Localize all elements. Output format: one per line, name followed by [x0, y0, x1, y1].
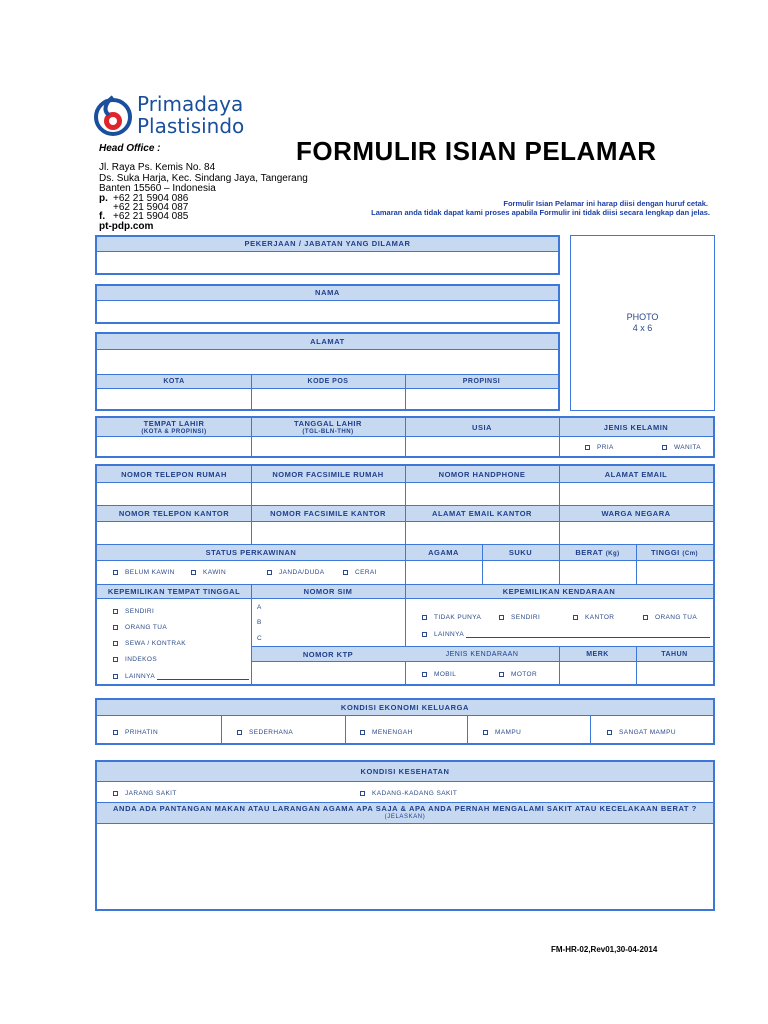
- diet-answer-field[interactable]: [97, 824, 713, 909]
- city-field[interactable]: [97, 390, 251, 409]
- residence-label: KEPEMILIKAN TEMPAT TINGGAL: [107, 587, 241, 596]
- checkbox-icon: [237, 730, 242, 735]
- office-phone-field[interactable]: [97, 522, 251, 544]
- economy-option-middle[interactable]: [360, 729, 413, 736]
- option-text: CERAI: [355, 569, 377, 576]
- form-title: FORMULIR ISIAN PELAMAR: [296, 136, 657, 166]
- checkbox-icon: [422, 672, 427, 677]
- economy-option-poor[interactable]: [113, 729, 158, 736]
- checkbox-icon: [113, 791, 118, 796]
- checkbox-icon: [422, 632, 427, 637]
- checkbox-icon: [499, 615, 504, 620]
- vehicle-type-car[interactable]: [422, 671, 456, 678]
- male-text: PRIA: [597, 444, 614, 451]
- address-field[interactable]: [97, 350, 558, 374]
- option-text: JARANG SAKIT: [125, 790, 177, 797]
- marital-option-married[interactable]: [191, 569, 226, 576]
- diet-question-header: [97, 803, 713, 824]
- option-text: MOTOR: [511, 671, 538, 678]
- sim-field[interactable]: [263, 600, 405, 646]
- birth-section: [95, 416, 715, 458]
- economy-section: [95, 698, 715, 745]
- marital-status-label: STATUS PERKAWINAN: [205, 548, 297, 557]
- diet-question-sub: (JELASKAN): [384, 814, 426, 820]
- marital-option-single[interactable]: [113, 569, 175, 576]
- office-email-label: ALAMAT EMAIL KANTOR: [432, 509, 532, 518]
- vehicle-label: KEPEMILIKAN KENDARAAN: [502, 587, 616, 596]
- economy-header: KONDISI EKONOMI KELUARGA: [97, 700, 713, 716]
- office-email-field[interactable]: [406, 522, 559, 544]
- handphone-label: NOMOR HANDPHONE: [438, 470, 526, 479]
- residence-option-other[interactable]: [113, 672, 249, 680]
- brand-field[interactable]: [560, 663, 636, 684]
- checkbox-icon: [360, 791, 365, 796]
- checkbox-icon: [585, 445, 590, 450]
- citizenship-field[interactable]: [560, 522, 713, 544]
- phone-2: +62 21 5904 087: [113, 202, 189, 213]
- marital-option-widowed[interactable]: [267, 569, 325, 576]
- option-text: ORANG TUA: [125, 624, 168, 631]
- checkbox-icon: [483, 730, 488, 735]
- address-header: ALAMAT: [97, 334, 558, 350]
- gender-female-option[interactable]: [662, 444, 701, 451]
- photo-box[interactable]: [570, 235, 715, 411]
- marital-option-divorced[interactable]: [343, 569, 377, 576]
- checkbox-icon: [191, 570, 196, 575]
- health-option-rarely-sick[interactable]: [113, 790, 177, 797]
- checkbox-icon: [113, 570, 118, 575]
- office-phone-label: NOMOR TELEPON KANTOR: [118, 509, 230, 518]
- economy-option-wealthy[interactable]: [483, 729, 521, 736]
- vehicle-option-other[interactable]: [422, 630, 710, 638]
- address-section: [95, 332, 560, 411]
- other-line: [466, 630, 710, 638]
- province-field[interactable]: [406, 390, 558, 409]
- office-fax-field[interactable]: [252, 522, 405, 544]
- checkbox-icon: [113, 625, 118, 630]
- option-text: SANGAT MAMPU: [619, 729, 676, 736]
- province-label: PROPINSI: [462, 378, 501, 385]
- checkbox-icon: [267, 570, 272, 575]
- vehicle-option-parents[interactable]: [643, 614, 697, 621]
- ktp-label: NOMOR KTP: [302, 650, 354, 659]
- checkbox-icon: [113, 674, 118, 679]
- option-text: MAMPU: [495, 729, 522, 736]
- residence-option-own[interactable]: [113, 608, 154, 615]
- residence-option-rent[interactable]: [113, 640, 186, 647]
- company-name-line1: Primadaya: [137, 92, 244, 116]
- sim-label: NOMOR SIM: [303, 587, 353, 596]
- sim-row-c: C: [257, 635, 262, 642]
- option-text: LAINNYA: [125, 672, 156, 680]
- vehicle-option-none[interactable]: [422, 614, 481, 621]
- company-logo: [93, 91, 261, 139]
- home-fax-field[interactable]: [252, 483, 405, 505]
- weight-field[interactable]: [560, 561, 636, 584]
- postcode-field[interactable]: [252, 390, 405, 409]
- email-field[interactable]: [560, 483, 713, 505]
- brand-label: MERK: [586, 651, 609, 658]
- age-label: USIA: [472, 423, 492, 432]
- option-text: KANTOR: [585, 614, 615, 621]
- option-text: LAINNYA: [434, 630, 465, 638]
- name-field[interactable]: [97, 301, 558, 322]
- health-header: KONDISI KESEHATAN: [97, 762, 713, 782]
- option-text: PRIHATIN: [125, 729, 159, 736]
- checkbox-icon: [573, 615, 578, 620]
- name-header: NAMA: [97, 286, 558, 301]
- checkbox-icon: [113, 641, 118, 646]
- fax-number: +62 21 5904 085: [113, 211, 189, 222]
- vehicle-type-motor[interactable]: [499, 671, 537, 678]
- option-text: KADANG-KADANG SAKIT: [372, 790, 458, 797]
- handphone-field[interactable]: [406, 483, 559, 505]
- vehicle-option-office[interactable]: [573, 614, 614, 621]
- height-text: TINGGI: [650, 548, 680, 557]
- option-text: INDEKOS: [125, 656, 158, 663]
- form-code: FM-HR-02,Rev01,30-04-2014: [551, 945, 658, 954]
- ethnicity-field[interactable]: [483, 561, 559, 584]
- home-fax-label: NOMOR FACSIMILE RUMAH: [272, 470, 384, 479]
- other-line: [157, 672, 249, 680]
- ethnicity-label: SUKU: [508, 548, 533, 557]
- option-text: SEDERHANA: [249, 729, 294, 736]
- checkbox-icon: [643, 615, 648, 620]
- checkbox-icon: [499, 672, 504, 677]
- home-phone-field[interactable]: [97, 483, 251, 505]
- option-text: MOBIL: [434, 671, 457, 678]
- economy-option-modest[interactable]: [237, 729, 293, 736]
- ktp-field[interactable]: [252, 663, 405, 684]
- option-text: MENENGAH: [372, 729, 413, 736]
- position-header: PEKERJAAN / JABATAN YANG DILAMAR: [97, 237, 558, 252]
- birth-place-sub: (KOTA & PROPINSI): [141, 429, 207, 435]
- height-unit: (Cm): [682, 551, 699, 557]
- year-label: TAHUN: [661, 651, 688, 658]
- office-fax-label: NOMOR FACSIMILE KANTOR: [270, 509, 386, 518]
- city-label: KOTA: [163, 378, 185, 385]
- religion-field[interactable]: [406, 561, 482, 584]
- diet-question-text: ANDA ADA PANTANGAN MAKAN ATAU LARANGAN AGAMA APA SAJA & APA ANDA PERNAH MENGALAMI SAKIT ATAU KECELAKAAN BERAT ?: [113, 804, 697, 813]
- height-label: [636, 544, 713, 561]
- health-section: [95, 760, 715, 911]
- weight-unit: (Kg): [605, 551, 620, 557]
- home-phone-label: NOMOR TELEPON RUMAH: [121, 470, 227, 479]
- checkbox-icon: [662, 445, 667, 450]
- position-section: [95, 235, 560, 275]
- weight-text: BERAT: [575, 548, 604, 557]
- option-text: BELUM KAWIN: [125, 569, 175, 576]
- form-note-1: Formulir Isian Pelamar ini harap diisi dengan huruf cetak.: [503, 199, 708, 208]
- residence-option-boarding[interactable]: [113, 656, 157, 663]
- head-office-label: Head Office :: [99, 143, 161, 154]
- option-text: KAWIN: [203, 569, 227, 576]
- health-option-sometimes-sick[interactable]: [360, 790, 457, 797]
- height-field[interactable]: [637, 561, 713, 584]
- option-text: JANDA/DUDA: [279, 569, 325, 576]
- checkbox-icon: [607, 730, 612, 735]
- company-name-line2: Plastisindo: [137, 114, 245, 138]
- year-field[interactable]: [637, 663, 713, 684]
- citizenship-label: WARGA NEGARA: [601, 509, 671, 518]
- checkbox-icon: [113, 657, 118, 662]
- option-text: TIDAK PUNYA: [434, 614, 482, 621]
- sim-row-a: A: [257, 604, 262, 611]
- gender-male-option[interactable]: [585, 444, 614, 451]
- weight-label: [559, 544, 636, 561]
- birth-date-text: TANGGAL LAHIR: [294, 419, 362, 428]
- birth-date-label: [251, 418, 405, 437]
- name-section: [95, 284, 560, 324]
- company-website: pt-pdp.com: [99, 221, 154, 232]
- position-field[interactable]: [97, 252, 558, 273]
- form-note-2: Lamaran anda tidak dapat kami proses apabila Formulir ini tidak diisi secara lengkap dan jelas.: [371, 208, 710, 217]
- photo-label: PHOTO: [626, 312, 659, 322]
- email-label: ALAMAT EMAIL: [604, 470, 668, 479]
- religion-label: AGAMA: [428, 548, 459, 557]
- phone-prefix: p.: [99, 193, 108, 204]
- residence-option-parents[interactable]: [113, 624, 167, 631]
- birth-date-sub: (TGL-BLN-THN): [302, 429, 354, 435]
- contact-section: [95, 464, 715, 686]
- checkbox-icon: [343, 570, 348, 575]
- checkbox-icon: [422, 615, 427, 620]
- option-text: SEWA / KONTRAK: [125, 640, 186, 647]
- economy-option-very-wealthy[interactable]: [607, 729, 676, 736]
- option-text: SENDIRI: [511, 614, 541, 621]
- checkbox-icon: [360, 730, 365, 735]
- sim-row-b: B: [257, 619, 262, 626]
- gender-label: JENIS KELAMIN: [603, 423, 669, 432]
- vehicle-type-label: JENIS KENDARAAN: [445, 651, 519, 658]
- vehicle-option-own[interactable]: [499, 614, 540, 621]
- phone-1: +62 21 5904 086: [113, 193, 189, 204]
- photo-size: 4 x 6: [632, 323, 653, 333]
- option-text: ORANG TUA: [655, 614, 698, 621]
- company-address: Jl. Raya Ps. Kemis No. 84 Ds. Suka Harja, Kec. Sindang Jaya, Tangerang Banten 15560 – Indonesia: [99, 162, 308, 194]
- fax-prefix: f.: [99, 211, 106, 222]
- logo-mark-icon: [93, 93, 133, 139]
- option-text: SENDIRI: [125, 608, 155, 615]
- checkbox-icon: [113, 730, 118, 735]
- female-text: WANITA: [674, 444, 701, 451]
- checkbox-icon: [113, 609, 118, 614]
- birth-place-label: [97, 418, 251, 437]
- postcode-label: KODE POS: [307, 378, 349, 385]
- birth-place-text: TEMPAT LAHIR: [143, 419, 205, 428]
